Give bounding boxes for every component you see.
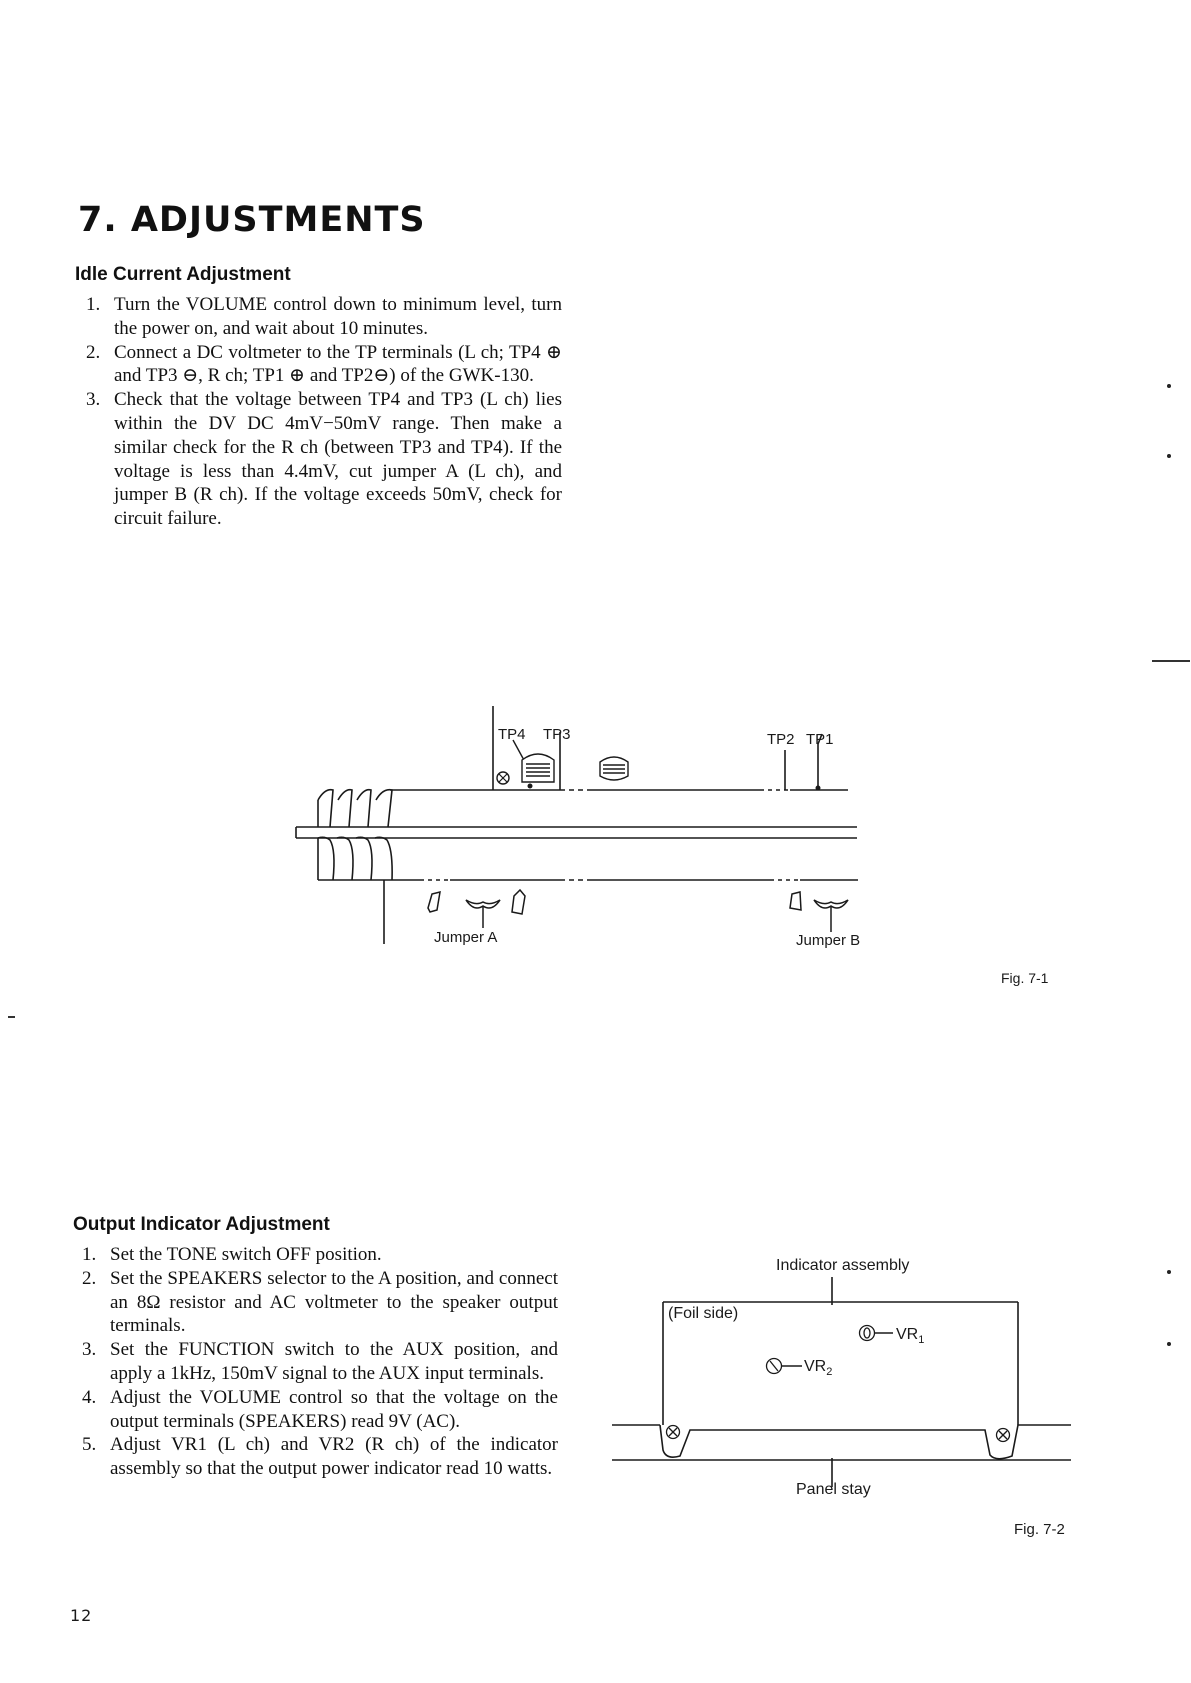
margin-rule — [1152, 660, 1190, 662]
margin-tick — [8, 1016, 15, 1018]
component-icon-b — [790, 892, 801, 910]
trimmer-icon-tp4 — [522, 754, 554, 782]
margin-dot — [1167, 1342, 1171, 1346]
list-item: 4. Adjust the VOLUME control so that the voltage on the output terminals (SPEAKERS) read 9V (AC). — [82, 1386, 558, 1432]
component-icon-a — [512, 890, 525, 914]
resistor-icon-a — [428, 892, 440, 912]
margin-dot — [1167, 384, 1171, 388]
jumper-a-label: Jumper A — [434, 929, 498, 946]
list-item: 3. Set the FUNCTION switch to the AUX position, and apply a 1kHz, 150mV signal to the AUX input terminals. — [82, 1339, 558, 1384]
fig-7-1-caption: Fig. 7-1 — [1001, 970, 1049, 986]
tp4-label: TP4 — [498, 726, 526, 743]
page-title: 7. ADJUSTMENTS — [78, 200, 426, 240]
foil-side-label: (Foil side) — [668, 1305, 739, 1322]
fig-7-2-caption: Fig. 7-2 — [1014, 1521, 1065, 1538]
output-steps — [76, 1243, 558, 1481]
tp3-label: TP3 — [543, 726, 571, 743]
output-heading: Output Indicator Adjustment — [73, 1214, 330, 1235]
margin-dot — [1167, 454, 1171, 458]
tp1-label: TP1 — [806, 731, 834, 748]
vr2-label: $VR_2$ — [804, 1358, 833, 1378]
trimmer-icon-2 — [600, 757, 628, 780]
list-item: 1. Set the TONE switch OFF position. — [82, 1244, 382, 1265]
list-item: 2. Set the SPEAKERS selector to the A position, and connect an 8Ω resistor and AC voltmeter to the speaker output terminals. — [82, 1267, 558, 1337]
jumper-b-label: Jumper B — [796, 932, 861, 949]
tp2-label: TP2 — [767, 731, 795, 748]
list-item: 5. Adjust VR1 (L ch) and VR2 (R ch) of the indicator assembly so that the output power indicator read 10 watts. — [82, 1434, 558, 1480]
idle-heading: Idle Current Adjustment — [75, 264, 291, 285]
list-item: 2. Connect a DC voltmeter to the TP terminals (L ch; TP4 ⊕ and TP3 ⊖, R ch; TP1 ⊕ and TP2⊖) of the GWK-130. — [86, 341, 562, 387]
list-item: 1. Turn the VOLUME control down to minimum level, turn the power on, and wait about 10 minutes. — [86, 294, 562, 339]
vr1-label: $VR_1$ — [896, 1326, 925, 1346]
list-item: 3. Check that the voltage between TP4 and TP3 (L ch) lies within the DV DC 4mV−50mV range. Then make a similar check for the R ch (between TP3 and TP4). If the voltage is less than 4.4mV, cut jumper A (L ch), and jumper B (R ch). If the voltage exceeds 50mV, check for circuit failure. — [86, 389, 562, 530]
indicator-assembly-label: Indicator assembly — [776, 1257, 910, 1274]
margin-dot — [1167, 1270, 1171, 1274]
page-number: 12 — [70, 1606, 93, 1625]
panel-stay-label: Panel stay — [796, 1481, 871, 1498]
